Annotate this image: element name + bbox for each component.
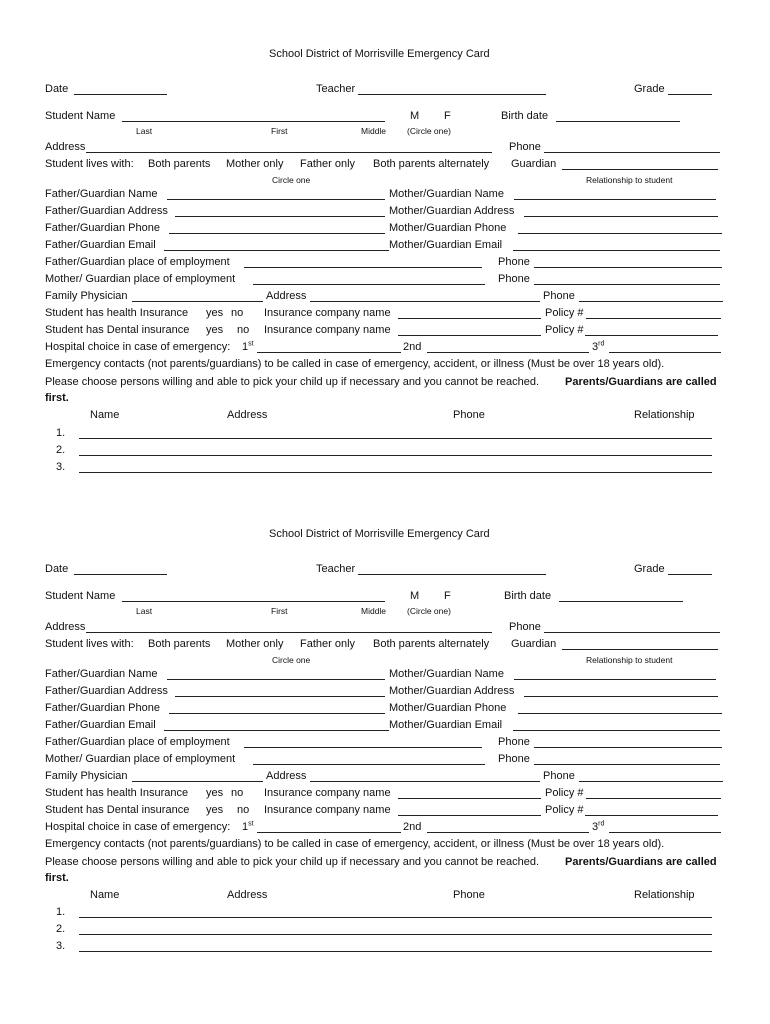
birth-date-field[interactable] — [556, 121, 680, 122]
physician-label: Family Physician — [45, 290, 128, 302]
fg-name-field[interactable] — [167, 679, 385, 680]
called-first-note-cont: first. — [45, 872, 69, 884]
date-label: Date — [45, 83, 69, 95]
called-first-note-cont: first. — [45, 392, 69, 404]
health-policy-field[interactable] — [586, 798, 721, 799]
mg-employment-phone-field[interactable] — [534, 764, 720, 765]
mg-employment-phone-label: Phone — [498, 753, 530, 765]
student-name-field[interactable] — [122, 601, 385, 602]
dental-policy-field[interactable] — [585, 815, 718, 816]
col-name: Name — [90, 409, 120, 421]
contact-row-1-number: 1. — [56, 906, 66, 918]
hospital-first-label: 1st — [242, 340, 254, 353]
health-no[interactable]: no — [231, 307, 244, 319]
lives-option-mother[interactable]: Mother only — [226, 638, 284, 650]
col-relationship: Relationship — [634, 889, 695, 901]
health-insurance-label: Student has health Insurance — [45, 307, 189, 319]
sex-f[interactable]: F — [444, 110, 451, 122]
first-caption: First — [271, 126, 288, 136]
contact-row-3-number: 3. — [56, 461, 66, 473]
mg-email-label: Mother/Guardian Email — [389, 239, 503, 251]
grade-label: Grade — [634, 83, 665, 95]
card-title: School District of Morrisville Emergency Card — [269, 528, 490, 540]
lives-with-label: Student lives with: — [45, 158, 134, 170]
mg-employment-field[interactable] — [253, 284, 485, 285]
fg-address-field[interactable] — [175, 216, 385, 217]
contact-row-1-field[interactable] — [79, 438, 712, 439]
col-address: Address — [227, 409, 268, 421]
mg-name-label: Mother/Guardian Name — [389, 188, 504, 200]
mg-email-field[interactable] — [513, 250, 720, 251]
health-insurance-label: Student has health Insurance — [45, 787, 189, 799]
contact-row-2-field[interactable] — [79, 455, 712, 456]
lives-option-father[interactable]: Father only — [300, 158, 356, 170]
mg-employment-field[interactable] — [253, 764, 485, 765]
hospital-label: Hospital choice in case of emergency: — [45, 341, 231, 353]
lives-option-guardian[interactable]: Guardian — [511, 638, 557, 650]
student-name-label: Student Name — [45, 110, 116, 122]
grade-field[interactable] — [668, 94, 712, 95]
health-company-label: Insurance company name — [264, 307, 391, 319]
teacher-field[interactable] — [358, 574, 546, 575]
fg-email-field[interactable] — [164, 250, 389, 251]
birth-date-label: Birth date — [504, 590, 552, 602]
fg-employment-label: Father/Guardian place of employment — [45, 736, 230, 748]
last-caption: Last — [136, 606, 153, 616]
fg-address-label: Father/Guardian Address — [45, 685, 168, 697]
hospital-label: Hospital choice in case of emergency: — [45, 821, 231, 833]
health-company-field[interactable] — [398, 318, 541, 319]
fg-employment-phone-label: Phone — [498, 736, 530, 748]
hospital-third-label: 3rd — [592, 340, 605, 353]
emergency-note: Emergency contacts (not parents/guardians) to be called in case of emergency, accident, or illness (Must be over 18 years old). — [45, 838, 665, 850]
relationship-caption: Relationship to student — [586, 655, 673, 665]
sex-f[interactable]: F — [444, 590, 451, 602]
lives-option-mother[interactable]: Mother only — [226, 158, 284, 170]
emergency-card-1 — [0, 0, 770, 480]
hospital-second-label: 2nd — [403, 821, 422, 833]
hospital-second-field[interactable] — [427, 832, 589, 833]
mg-address-label: Mother/Guardian Address — [389, 685, 515, 697]
guardian-field[interactable] — [562, 169, 718, 170]
date-label: Date — [45, 563, 69, 575]
first-caption: First — [271, 606, 288, 616]
hospital-first-label: 1st — [242, 820, 254, 833]
dental-insurance-label: Student has Dental insurance — [45, 324, 190, 336]
mg-address-field[interactable] — [524, 216, 718, 217]
middle-caption: Middle — [361, 606, 387, 616]
contact-row-3-field[interactable] — [79, 472, 712, 473]
mg-email-label: Mother/Guardian Email — [389, 719, 503, 731]
contact-row-1-number: 1. — [56, 427, 66, 439]
mg-employment-phone-field[interactable] — [534, 284, 720, 285]
contact-row-1-field[interactable] — [79, 917, 712, 918]
health-policy-field[interactable] — [586, 318, 721, 319]
mg-name-label: Mother/Guardian Name — [389, 668, 504, 680]
address-field[interactable] — [86, 632, 492, 633]
dental-yes[interactable]: yes — [206, 804, 224, 816]
fg-name-label: Father/Guardian Name — [45, 668, 158, 680]
guardian-field[interactable] — [562, 649, 718, 650]
pickup-note: Please choose persons willing and able to pick your child up if necessary and you cannot be reached. — [45, 376, 540, 388]
phone-label: Phone — [509, 621, 541, 633]
dental-policy-label: Policy # — [545, 804, 584, 816]
emergency-note: Emergency contacts (not parents/guardians) to be called in case of emergency, accident, or illness (Must be over 18 years old). — [45, 358, 665, 370]
lives-with-label: Student lives with: — [45, 638, 134, 650]
mg-phone-field[interactable] — [518, 713, 722, 714]
address-label: Address — [45, 621, 86, 633]
sex-m[interactable]: M — [410, 590, 420, 602]
fg-name-field[interactable] — [167, 199, 385, 200]
address-label: Address — [45, 141, 86, 153]
fg-employment-label: Father/Guardian place of employment — [45, 256, 230, 268]
dental-insurance-label: Student has Dental insurance — [45, 804, 190, 816]
col-phone: Phone — [453, 889, 485, 901]
hospital-second-label: 2nd — [403, 341, 422, 353]
dental-policy-label: Policy # — [545, 324, 584, 336]
hospital-third-field[interactable] — [609, 832, 721, 833]
health-company-field[interactable] — [398, 798, 541, 799]
pickup-note: Please choose persons willing and able to pick your child up if necessary and you cannot be reached. — [45, 856, 540, 868]
physician-address-label: Address — [266, 770, 307, 782]
birth-date-label: Birth date — [501, 110, 549, 122]
hospital-first-field[interactable] — [257, 352, 401, 353]
relationship-caption: Relationship to student — [586, 175, 673, 185]
dental-yes[interactable]: yes — [206, 324, 224, 336]
fg-employment-phone-field[interactable] — [534, 747, 722, 748]
contact-row-2-number: 2. — [56, 923, 66, 935]
physician-address-field[interactable] — [310, 781, 540, 782]
lives-option-guardian[interactable]: Guardian — [511, 158, 557, 170]
called-first-note: Parents/Guardians are called — [565, 856, 717, 868]
mg-employment-label: Mother/ Guardian place of employment — [45, 273, 236, 285]
dental-no[interactable]: no — [237, 324, 250, 336]
circle-one-caption: (Circle one) — [407, 126, 451, 136]
contact-row-2-field[interactable] — [79, 934, 712, 935]
fg-email-label: Father/Guardian Email — [45, 719, 156, 731]
hospital-first-field[interactable] — [257, 832, 401, 833]
phone-field[interactable] — [544, 632, 720, 633]
dental-company-field[interactable] — [398, 815, 541, 816]
contact-row-2-number: 2. — [56, 444, 66, 456]
physician-address-field[interactable] — [310, 301, 540, 302]
health-company-label: Insurance company name — [264, 787, 391, 799]
fg-employment-phone-field[interactable] — [534, 267, 722, 268]
col-name: Name — [90, 889, 120, 901]
fg-address-label: Father/Guardian Address — [45, 205, 168, 217]
student-name-label: Student Name — [45, 590, 116, 602]
mg-phone-field[interactable] — [518, 233, 722, 234]
mg-phone-label: Mother/Guardian Phone — [389, 702, 507, 714]
fg-employment-phone-label: Phone — [498, 256, 530, 268]
teacher-field[interactable] — [358, 94, 546, 95]
circle-one-caption: (Circle one) — [407, 606, 451, 616]
physician-phone-label: Phone — [543, 290, 575, 302]
physician-phone-field[interactable] — [579, 781, 723, 782]
fg-address-field[interactable] — [175, 696, 385, 697]
physician-label: Family Physician — [45, 770, 128, 782]
circle-one-label: Circle one — [272, 655, 311, 665]
health-no[interactable]: no — [231, 787, 244, 799]
hospital-third-label: 3rd — [592, 820, 605, 833]
last-caption: Last — [136, 126, 153, 136]
lives-option-father[interactable]: Father only — [300, 638, 356, 650]
phone-label: Phone — [509, 141, 541, 153]
fg-phone-field[interactable] — [169, 713, 385, 714]
health-yes[interactable]: yes — [206, 787, 224, 799]
fg-phone-field[interactable] — [169, 233, 385, 234]
health-policy-label: Policy # — [545, 307, 584, 319]
student-name-field[interactable] — [122, 121, 385, 122]
grade-field[interactable] — [668, 574, 712, 575]
dental-company-label: Insurance company name — [264, 804, 391, 816]
health-yes[interactable]: yes — [206, 307, 224, 319]
physician-field[interactable] — [132, 301, 263, 302]
mg-address-field[interactable] — [524, 696, 718, 697]
circle-one-label: Circle one — [272, 175, 311, 185]
physician-phone-field[interactable] — [579, 301, 723, 302]
contact-row-3-number: 3. — [56, 940, 66, 952]
mg-employment-phone-label: Phone — [498, 273, 530, 285]
phone-field[interactable] — [544, 152, 720, 153]
hospital-second-field[interactable] — [427, 352, 589, 353]
emergency-card-2 — [0, 480, 770, 960]
dental-company-field[interactable] — [398, 335, 541, 336]
fg-employment-field[interactable] — [244, 267, 482, 268]
fg-phone-label: Father/Guardian Phone — [45, 222, 160, 234]
fg-employment-field[interactable] — [244, 747, 482, 748]
dental-company-label: Insurance company name — [264, 324, 391, 336]
mg-email-field[interactable] — [513, 730, 720, 731]
mg-name-field[interactable] — [514, 199, 716, 200]
teacher-label: Teacher — [316, 563, 356, 575]
mg-phone-label: Mother/Guardian Phone — [389, 222, 507, 234]
teacher-label: Teacher — [316, 83, 356, 95]
date-field[interactable] — [74, 94, 167, 95]
physician-field[interactable] — [132, 781, 263, 782]
physician-phone-label: Phone — [543, 770, 575, 782]
card-title: School District of Morrisville Emergency Card — [269, 48, 490, 60]
col-phone: Phone — [453, 409, 485, 421]
physician-address-label: Address — [266, 290, 307, 302]
mg-employment-label: Mother/ Guardian place of employment — [45, 753, 236, 765]
mg-name-field[interactable] — [514, 679, 716, 680]
col-relationship: Relationship — [634, 409, 695, 421]
fg-email-label: Father/Guardian Email — [45, 239, 156, 251]
mg-address-label: Mother/Guardian Address — [389, 205, 515, 217]
date-field[interactable] — [74, 574, 167, 575]
lives-option-both[interactable]: Both parents — [148, 158, 211, 170]
grade-label: Grade — [634, 563, 665, 575]
dental-policy-field[interactable] — [585, 335, 718, 336]
middle-caption: Middle — [361, 126, 387, 136]
health-policy-label: Policy # — [545, 787, 584, 799]
fg-email-field[interactable] — [164, 730, 389, 731]
sex-m[interactable]: M — [410, 110, 420, 122]
address-field[interactable] — [86, 152, 492, 153]
lives-option-alternately[interactable]: Both parents alternately — [373, 638, 490, 650]
lives-option-alternately[interactable]: Both parents alternately — [373, 158, 490, 170]
hospital-third-field[interactable] — [609, 352, 721, 353]
birth-date-field[interactable] — [559, 601, 683, 602]
lives-option-both[interactable]: Both parents — [148, 638, 211, 650]
dental-no[interactable]: no — [237, 804, 250, 816]
col-address: Address — [227, 889, 268, 901]
contact-row-3-field[interactable] — [79, 951, 712, 952]
called-first-note: Parents/Guardians are called — [565, 376, 717, 388]
fg-phone-label: Father/Guardian Phone — [45, 702, 160, 714]
fg-name-label: Father/Guardian Name — [45, 188, 158, 200]
